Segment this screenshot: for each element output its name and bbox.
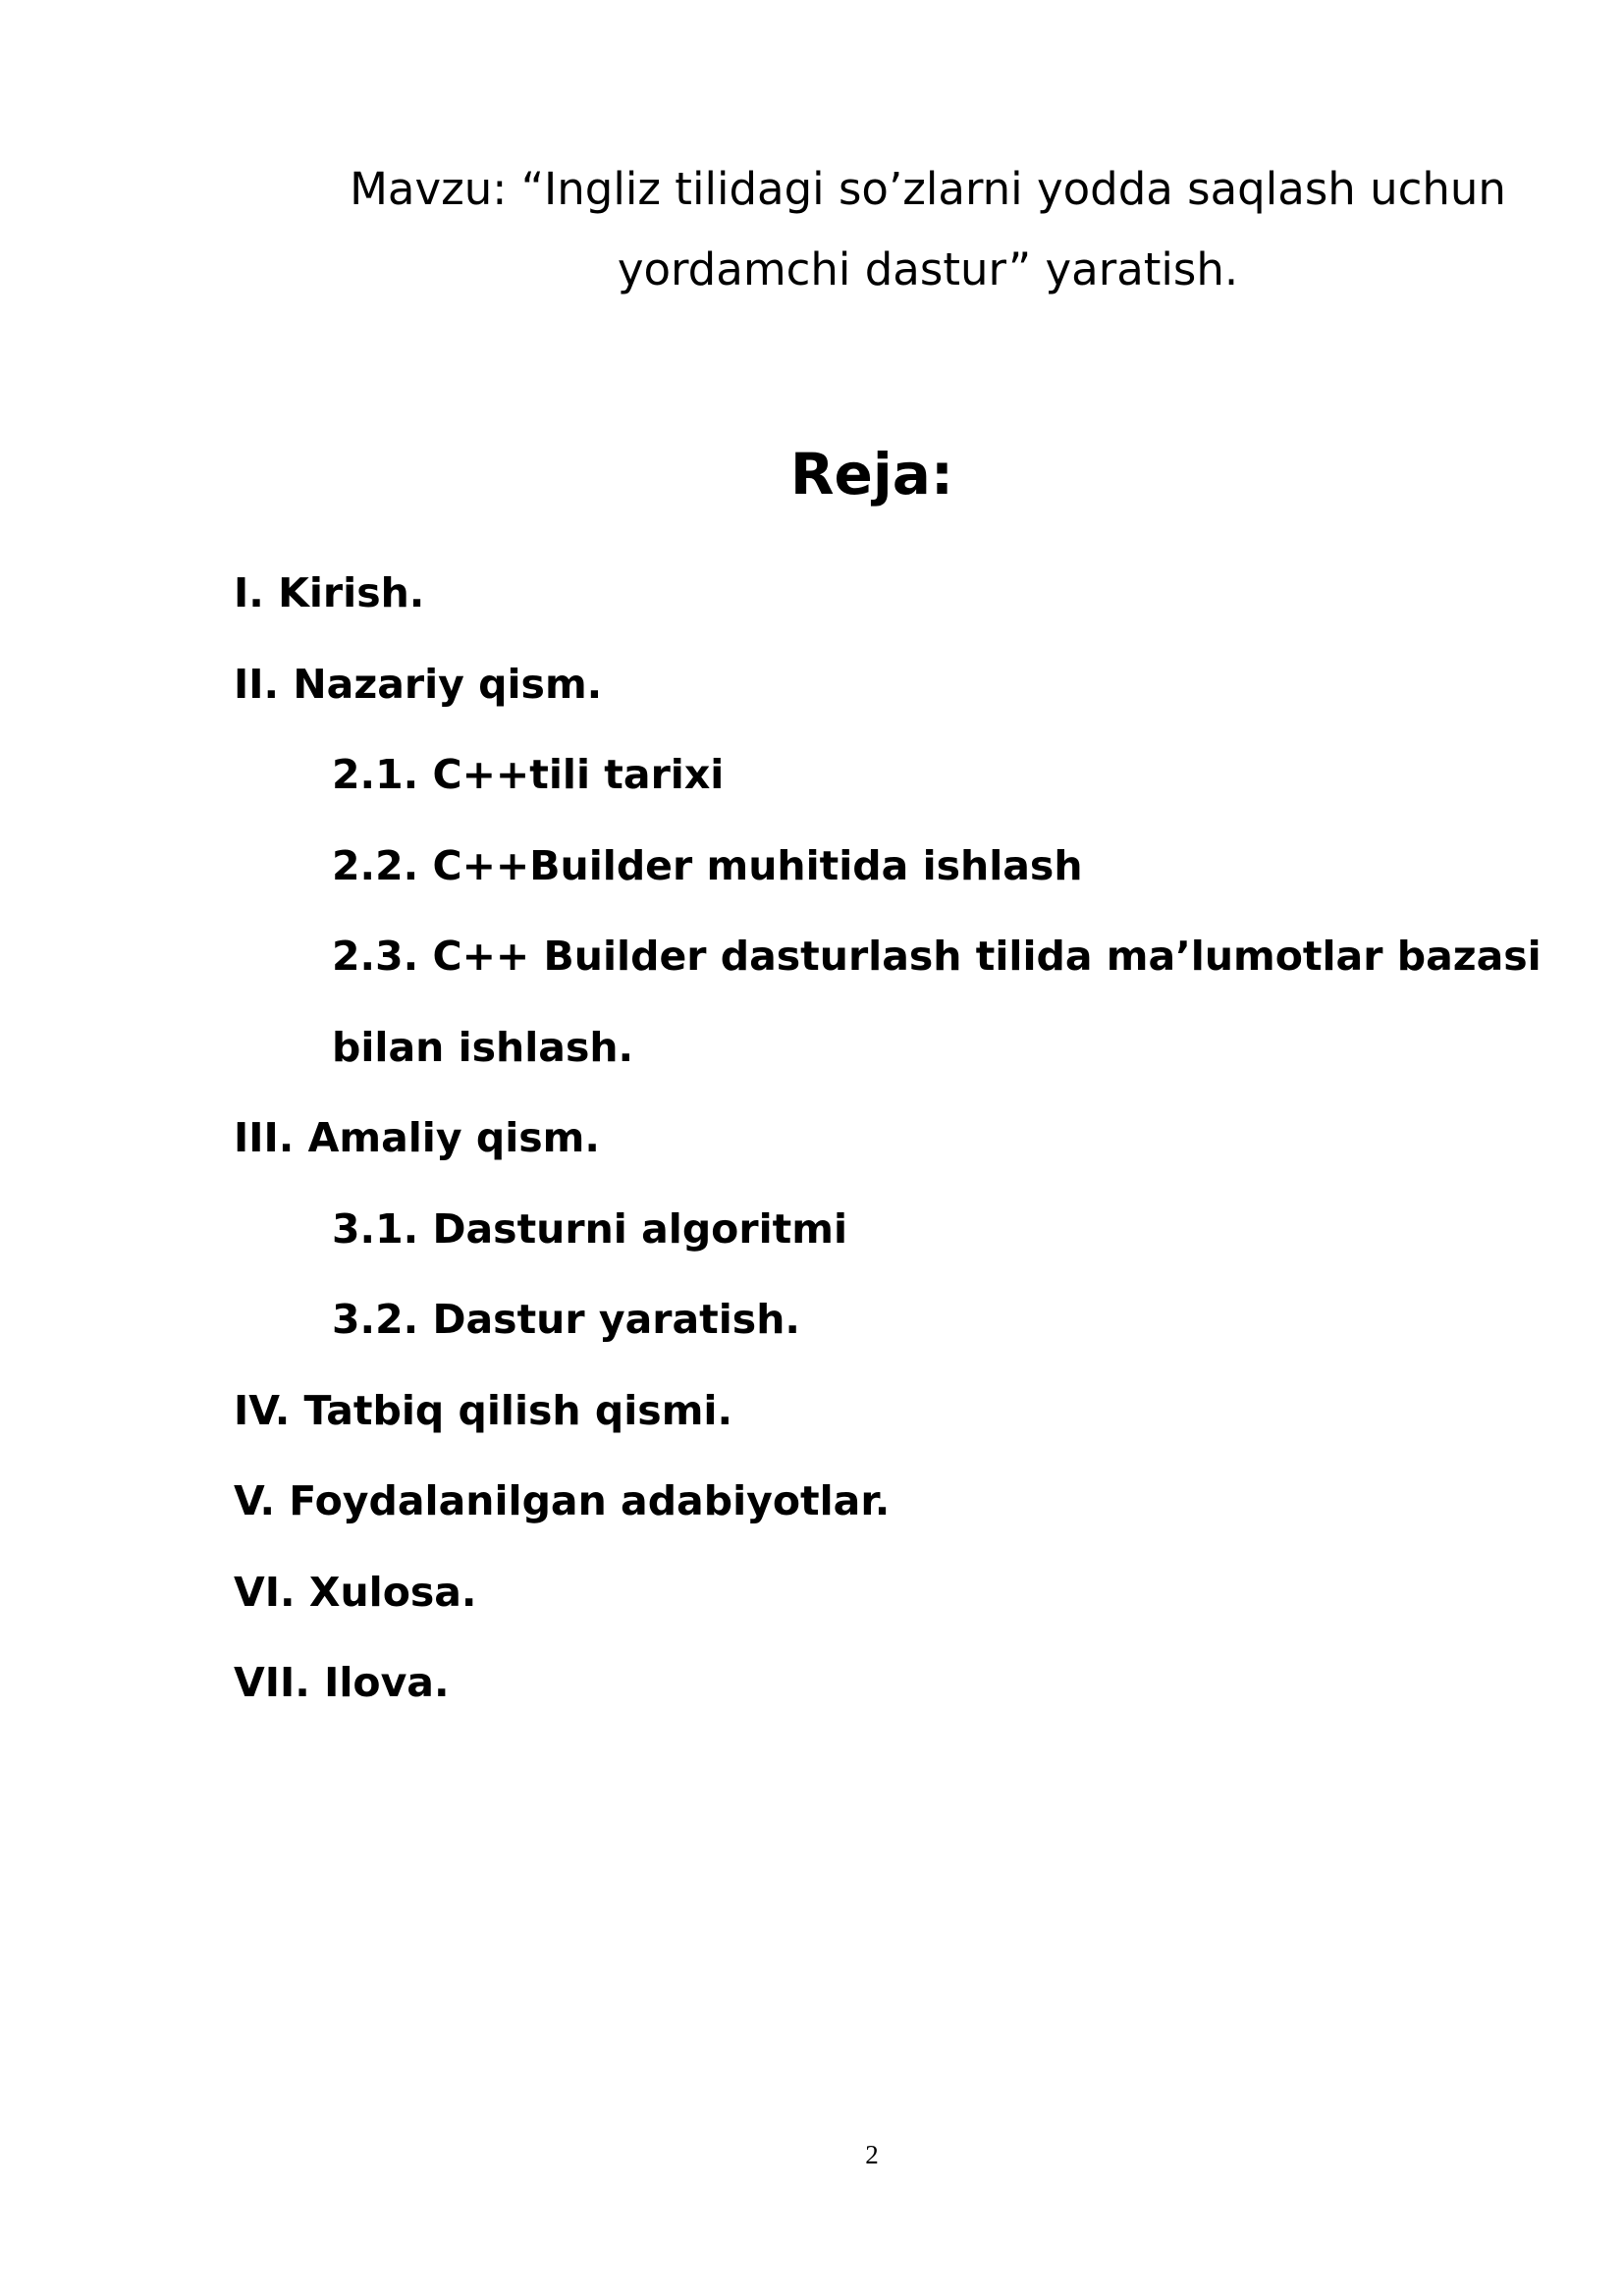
toc-subitem-3-1: 3.1. Dasturni algoritmi [332,1204,847,1253]
plan-title: Reja: [789,441,954,507]
toc-item-ilova: VII. Ilova. [234,1659,450,1706]
toc-item-tatbiq: IV. Tatbiq qilish qismi. [234,1386,733,1434]
toc-subitem-3-2: 3.2. Dastur yaratish. [332,1296,800,1343]
table-of-contents [234,548,1589,1729]
toc-item-xulosa: VI. Xulosa. [234,1568,477,1616]
toc-item-nazariy-qism: II. Nazariy qism. [234,660,603,708]
toc-subitem-2-3: 2.3. C++ Builder dasturlash tilida ma’lumotlar bazasi bilan ishlash. [332,933,1542,1071]
page-number: 2 [865,2140,879,2169]
toc-subitem-2-1: 2.1. C++tili tarixi [332,751,725,798]
toc-item-adabiyotlar: V. Foydalanilgan adabiyotlar. [234,1477,891,1524]
toc-subitem-2-2: 2.2. C++Builder muhitida ishlash [332,841,1083,889]
topic-heading [295,149,1561,310]
toc-item-amaliy-qism: III. Amaliy qism. [234,1114,600,1161]
topic-line-2: yordamchi dastur” yaratish. [617,243,1239,295]
topic-line-1: Mavzu: “Ingliz tilidagi so’zlarni yodda saqlash uchun [350,163,1506,215]
toc-item-kirish: I. Kirish. [234,569,425,616]
